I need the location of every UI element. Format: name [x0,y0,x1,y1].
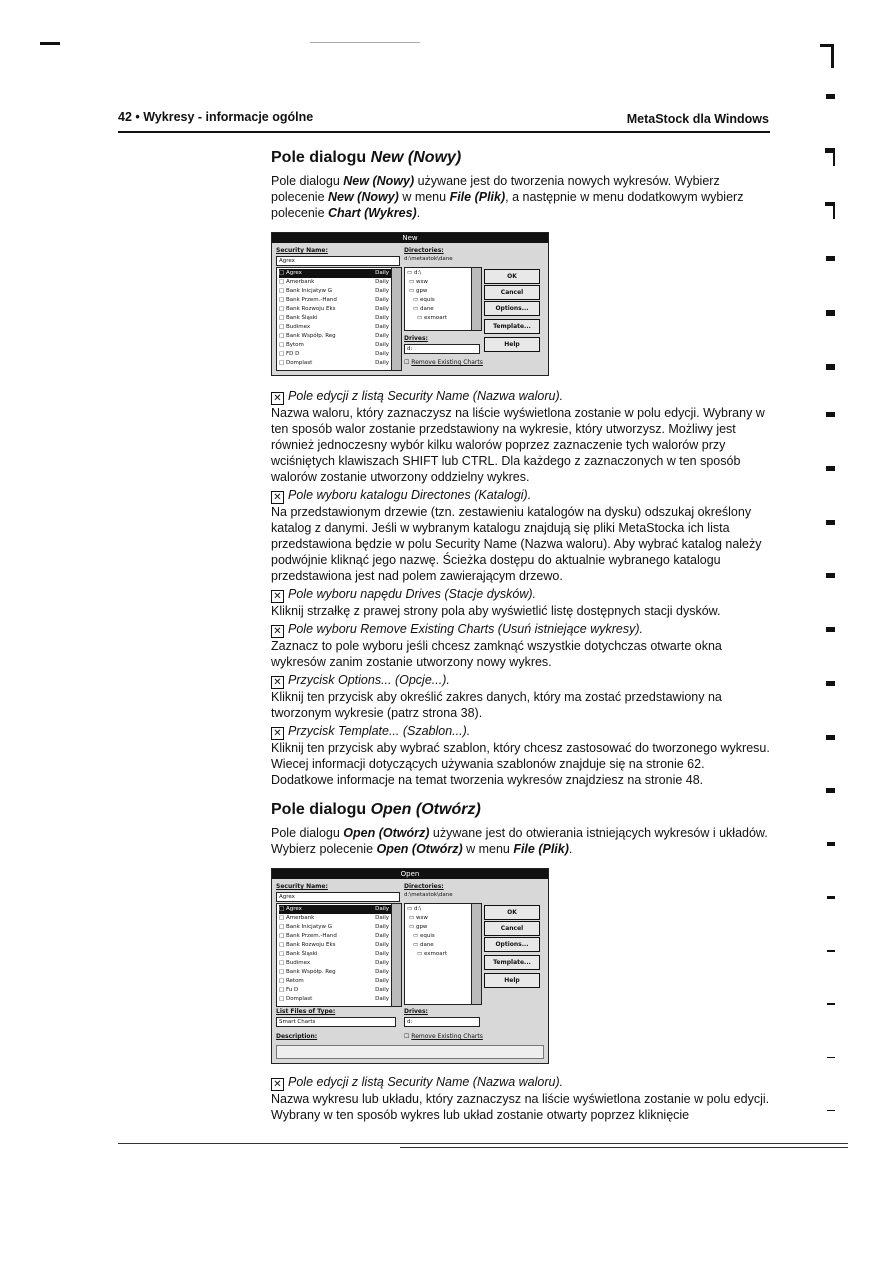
directory-tree[interactable] [404,267,482,331]
ok-button[interactable]: OK [484,905,540,920]
checkbox-icon: ✕ [271,676,284,689]
template-button[interactable]: Template... [484,955,540,970]
folder-item[interactable]: ▭ gpw [409,288,428,294]
new-dialog [271,232,549,376]
section-open-intro: Pole dialogu Open (Otwórz) używane jest do otwierania istniejących wykresów i układów. Wybierz polecenie Open (Otwórz) w menu File (Plik). [271,826,768,856]
scan-mark [833,150,835,166]
open-dialog [271,868,549,1064]
scan-mark [827,1110,835,1111]
directories-label: Directories: [404,247,444,254]
folder-item[interactable]: ▭ exmoart [417,951,448,957]
folder-item[interactable]: ▭ dane [413,306,434,312]
scrollbar[interactable] [471,904,481,1004]
folder-item[interactable]: ▭ equis [413,297,435,303]
help-button[interactable]: Help [484,973,540,988]
security-name-input[interactable]: Agrex [276,256,400,266]
scan-mark [826,573,835,578]
drives-label: Drives: [404,335,428,342]
dialog-titlebar: New [272,233,548,243]
item-remove-existing: ✕ Pole wyboru Remove Existing Charts (Usuń istniejące wykresy). Zaznacz to pole wyboru jeśli chcesz zamknąć wszystkie dotychczas otwarte okna wykresów zanim zostanie utworzony nowy wykres. [271,622,722,669]
list-item[interactable]: □ Retom Daily [279,978,389,984]
item-drives: ✕ Pole wyboru napędu Drives (Stacje dysków). Kliknij strzałkę z prawej strony pola aby wyświetlić listę dostępnych stacji dysków. [271,587,721,618]
ok-button[interactable]: OK [484,269,540,284]
scan-mark [826,681,835,686]
folder-item[interactable]: ▭ d:\ [407,270,422,276]
list-item[interactable]: □ Bank Rozwoju Eks Daily [279,306,389,312]
list-item[interactable]: □ Amerbank Daily [279,915,389,921]
security-name-input[interactable]: Agrex [276,892,400,902]
directory-tree[interactable] [404,903,482,1005]
scan-mark [831,44,834,68]
template-button[interactable]: Template... [484,319,540,334]
scan-mark [40,42,60,45]
directories-path: d:\metastok\dane [404,892,453,898]
description-label: Description: [276,1033,318,1040]
section-title-new: Pole dialogu New (Nowy) [271,149,462,166]
security-list[interactable] [276,903,402,1007]
drives-select[interactable]: d: [404,1017,480,1027]
scan-mark [827,1057,835,1058]
scan-mark [826,520,835,525]
list-item[interactable]: □ Bank Śląski Daily [279,951,389,957]
closing-note: Dodatkowe informacje na temat tworzenia wykresów znajdziesz na stronie 48. [271,773,704,787]
help-button[interactable]: Help [484,337,540,352]
running-header-right: MetaStock dla Windows [626,112,769,126]
folder-item[interactable]: ▭ equis [413,933,435,939]
running-header-left: 42 • Wykresy - informacje ogólne [118,110,314,124]
scan-mark [826,412,835,417]
scrollbar[interactable] [471,268,481,330]
page-bottom-rule [118,1143,848,1144]
folder-item[interactable]: ▭ wsw [409,915,428,921]
folder-item[interactable]: ▭ wsw [409,279,428,285]
list-item[interactable]: □ Agrex Daily [279,270,389,276]
header-rule [118,131,770,133]
scan-mark [826,466,835,471]
scan-mark [826,94,835,99]
item-security-name: ✕ Pole edycji z listą Security Name (Nazwa waloru). Nazwa waloru, który zaznaczysz na liście wyświetlona zostanie w polu edycji. Wybrany w ten sposób walor zostanie przedstawiony na wykresie, który utworzysz. Możliwy jest również jednoczesny wybór kilku walorów poprzez zaznaczenie tych walorów przy wciśniętych klawiszach SHIFT lub CTRL. Dla każdego z zaznaczonych w ten sposób walorów zostanie utworzony oddzielny wykres. [271,389,765,484]
checkbox-icon: ✕ [271,491,284,504]
list-files-label: List Files of Type: [276,1008,336,1015]
dialog-titlebar: Open [272,869,548,879]
checkbox-icon: ✕ [271,392,284,405]
remove-existing-checkbox[interactable]: ☐ Remove Existing Charts [404,359,483,366]
checkbox-icon: ✕ [271,1078,284,1091]
item-template: ✕ Przycisk Template... (Szablon...). Kliknij ten przycisk aby wybrać szablon, który chcesz zastosować do tworzonego wykresu. Wiecej informacji dotyczących używania szablonów znajduje się na stronie 62. [271,724,770,771]
scan-mark [826,788,835,793]
open-items [271,1074,771,1123]
section-open [271,800,771,857]
scrollbar[interactable] [391,904,401,1006]
list-item[interactable]: □ Bank Współp. Reg Daily [279,333,389,339]
list-item[interactable]: □ Bank Inicjatyw G Daily [279,924,389,930]
item-options: ✕ Przycisk Options... (Opcje...). Kliknij ten przycisk aby określić zakres danych, który ma zostać przedstawiony na tworzonym wykresie (patrz strona 38). [271,673,722,720]
list-item[interactable]: □ Budimex Daily [279,960,389,966]
scan-mark [827,950,835,952]
description-field [276,1045,544,1059]
list-item[interactable]: □ Bank Rozwoju Eks Daily [279,942,389,948]
directories-label: Directories: [404,883,444,890]
options-button[interactable]: Options... [484,301,540,316]
directories-path: d:\metastok\dane [404,256,453,262]
item-directories: ✕ Pole wyboru katalogu Directones (Katalogi). Na przedstawionym drzewie (tzn. zestawieniu katalogów na dysku) odszukaj określony katalog z danymi. Jeśli w wybranym katalogu znajdują się pliki MetaStocka ich lista przedstawiona będzie w polu Security Name (Nazwa waloru). Aby wybrać katalog należy podwójnie kliknąć jego nazwę. Ścieżka dostępu do aktualnie wybranego katalogu przedstawiona jest nad polem zawierającym drzewo. [271,488,762,583]
scan-mark [826,627,835,632]
drives-select[interactable]: d: [404,344,480,354]
page-bottom-rule [400,1147,848,1148]
scan-mark [826,310,835,316]
new-items [271,388,771,788]
remove-existing-checkbox[interactable]: ☐ Remove Existing Charts [404,1033,483,1040]
list-item[interactable]: □ Budimex Daily [279,324,389,330]
scan-mark [827,842,835,846]
list-item[interactable]: □ Bank Współp. Reg Daily [279,969,389,975]
list-item[interactable]: □ Amerbank Daily [279,279,389,285]
scan-line [310,42,420,43]
scan-mark [833,203,835,219]
security-name-label: Security Name: [276,247,328,254]
list-item[interactable]: □ Bank Śląski Daily [279,315,389,321]
checkbox-icon: ✕ [271,625,284,638]
section-title-open: Pole dialogu Open (Otwórz) [271,801,481,818]
folder-item[interactable]: ▭ d:\ [407,906,422,912]
scrollbar[interactable] [391,268,401,370]
folder-item[interactable]: ▭ exmoart [417,315,448,321]
cancel-button[interactable]: Cancel [484,285,540,300]
list-item[interactable]: □ Bank Inicjatyw G Daily [279,288,389,294]
options-button[interactable]: Options... [484,937,540,952]
list-files-select[interactable]: Smart Charts [276,1017,396,1027]
scan-mark [827,896,835,899]
security-list[interactable] [276,267,402,371]
folder-item[interactable]: ▭ gpw [409,924,428,930]
checkbox-icon: ✕ [271,590,284,603]
list-item[interactable]: □ FD D Daily [279,351,389,357]
checkbox-icon: ✕ [271,727,284,740]
scan-mark [827,1003,835,1005]
list-item[interactable]: □ Domplast Daily [279,360,389,366]
section-new-intro: Pole dialogu New (Nowy) używane jest do tworzenia nowych wykresów. Wybierz polecenie New (Nowy) w menu File (Plik), a następnie w menu dodatkowym wybierz polecenie Chart (Wykres). [271,174,744,220]
scan-mark [826,364,835,370]
folder-item[interactable]: ▭ dane [413,942,434,948]
security-name-label: Security Name: [276,883,328,890]
list-item[interactable]: □ Bank Przem.-Hand Daily [279,297,389,303]
drives-label: Drives: [404,1008,428,1015]
list-item[interactable]: □ Bytom Daily [279,342,389,348]
list-item[interactable]: □ Agrex Daily [279,906,389,912]
list-item[interactable]: □ Domplast Daily [279,996,389,1002]
item-security-name-open: ✕ Pole edycji z listą Security Name (Nazwa waloru). Nazwa wykresu lub układu, który zaznaczysz na liście wyświetlona zostanie w polu edycji. Wybrany w ten sposób wykres lub układ zostanie otwarty poprzez kliknięcie [271,1075,770,1122]
cancel-button[interactable]: Cancel [484,921,540,936]
scan-mark [826,735,835,740]
section-new [271,148,771,221]
scan-mark [826,256,835,261]
list-item[interactable]: □ Bank Przem.-Hand Daily [279,933,389,939]
list-item[interactable]: □ Fu D Daily [279,987,389,993]
